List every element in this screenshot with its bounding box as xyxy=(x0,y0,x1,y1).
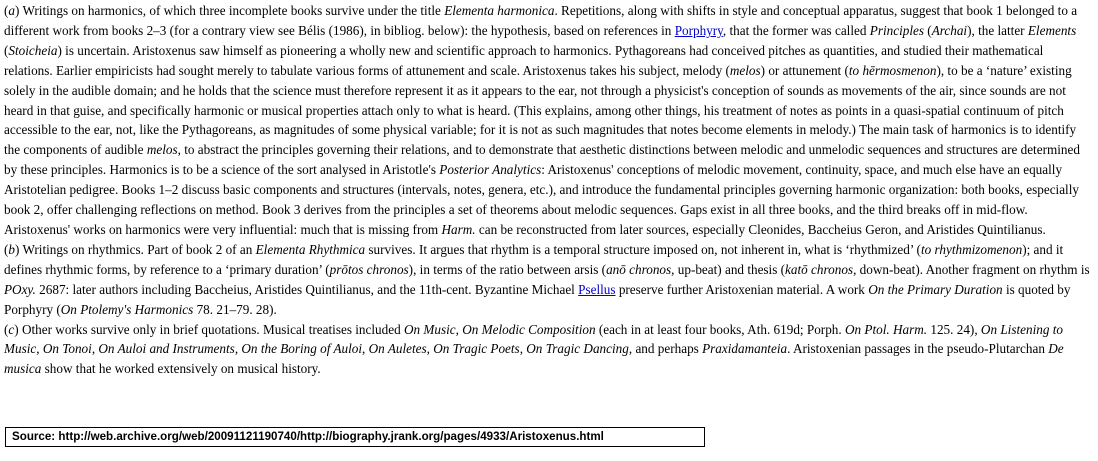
greek-term: prōtos chronos xyxy=(329,261,409,277)
work-title: On Ptol. Harm. xyxy=(845,321,928,337)
work-title: Elementa harmonica xyxy=(444,3,555,18)
work-title: On the Primary Duration xyxy=(868,281,1003,297)
work-title: On Listening to Music xyxy=(4,321,1063,357)
work-title: On the Boring of Auloi xyxy=(241,341,363,357)
work-title: Praxidamanteia xyxy=(702,341,788,357)
work-title: On Melodic Composition xyxy=(462,321,596,337)
abbreviation: Harm. xyxy=(441,221,476,237)
work-title: Elements xyxy=(1027,22,1077,38)
work-title: Principles xyxy=(869,22,924,38)
greek-term: katō chronos xyxy=(785,261,854,277)
paragraph-label: c xyxy=(8,321,15,337)
paragraph-c: (c) Other works survive only in brief quotations. Musical treatises included On Music, On Melodic Composition (each in at least four books, Ath. 619d; Porph. On Ptol. Harm. 125. 24), On Listening to Music, On Tonoi, On Auloi and Instruments, On the Boring of Auloi, On Auletes, On Tragic Poets, On Tragic Dancing, and perhaps Praxidamanteia. Aristoxenian passages in the pseudo-Plutarchan De musica show that he worked extensively on musical history. xyxy=(4,321,1064,377)
paragraph-a: (a) Writings on harmonics, of which three incomplete books survive under the title Elementa harmonica. Repetitions, along with shifts in style and conceptual apparatus, suggest that book 1 belonged to a different work from books 2–3 (for a contrary view see Bélis (1986), in bibliog. below): the hypothesis, based on references in Porphyry, that the former was called Principles (Archai), the latter Elements (Stoicheia) is uncertain. Aristoxenus saw himself as pioneering a wholly new and scientific approach to harmonics. Pythagoreans had conceived pitches as quantities, and studied their mathematical relations. Earlier empiricists had sought merely to tabulate various forms of attunement and scale. Aristoxenus takes his subject, melody (melos) or attunement (to hērmosmenon), to be a ‘nature’ existing solely in the audible domain; and he holds that the science must therefore represent it as it appears to the ear, not through a physicist's conception of sounds as movements of the air, since sounds are not heard in that guise, and specifically harmonic or musical properties attach only to what is heard. (This explains, among other things, his treatment of notes as points in a quasi-spatial continuum of pitch accessible to the ear, not, like the Pythagoreans, as magnitudes of some physical variable; for it is not as such magnitudes that notes become elements in melody.) The main task of harmonics is to identify the components of audible melos, to abstract the principles governing their relations, and to demonstrate that aesthetic distinctions between melodic and unmelodic sequences and structures are determined by these principles. Harmonics is to be a science of the sort analysed in Aristotle's Posterior Analytics: Aristoxenus' conceptions of melodic movement, continuity, space, and much else have an equally Aristotelian pedigree. Books 1–2 discuss basic components and structures (intervals, notes, genera, etc.), and introduce the fundamental principles governing harmonic organization: both books, especially book 2, offer challenging reflections on method. Book 3 derives from the principles a set of theorems about melodic sequences. Gaps exist in all three books, and the third breaks off in mid-flow. Aristoxenus' works on harmonics were very influential: much that is missing from Harm. can be reconstructed from later sources, especially Cleonides, Baccheius Geron, and Aristides Quintilianus. xyxy=(4,3,1080,237)
work-title: On Auletes xyxy=(368,341,427,357)
paragraph-label: b xyxy=(8,241,15,257)
greek-term: Stoicheia xyxy=(8,42,58,58)
work-title: On Tonoi xyxy=(42,341,92,357)
work-title: On Tragic Dancing xyxy=(526,341,629,357)
work-title: On Music xyxy=(403,321,456,337)
work-title: On Ptolemy's Harmonics xyxy=(60,301,194,317)
psellus-link[interactable]: Psellus xyxy=(578,281,616,297)
work-title: De musica xyxy=(4,341,1064,377)
greek-term: Archai xyxy=(931,22,968,38)
work-title: On Tragic Poets xyxy=(433,341,520,357)
greek-term: to hērmosmenon xyxy=(848,62,937,78)
work-title: Elementa Rhythmica xyxy=(255,241,366,257)
work-title: On Auloi and Instruments xyxy=(98,341,235,357)
source-citation: Source: http://web.archive.org/web/20091121190740/http://biography.jrank.org/pages/4933/Aristoxenus.html xyxy=(5,427,705,447)
paragraph-b: (b) Writings on rhythmics. Part of book 2 of an Elementa Rhythmica survives. It argues that rhythm is a temporal structure imposed on, not inherent in, what is ‘rhythmized’ (to rhythmizomenon); and it defines rhythmic forms, by reference to a ‘primary duration’ (prōtos chronos), in terms of the ratio between arsis (anō chronos, up-beat) and thesis (katō chronos, down-beat). Another fragment on rhythm is POxy. 2687: later authors including Baccheius, Aristides Quintilianus, and the 11th-cent. Byzantine Michael Psellus preserve further Aristoxenian material. A work On the Primary Duration is quoted by Porphyry (On Ptolemy's Harmonics 78. 21–79. 28). xyxy=(4,241,1090,317)
greek-term: melos xyxy=(729,62,761,78)
greek-term: to rhythmizomenon xyxy=(920,241,1023,257)
porphyry-link[interactable]: Porphyry xyxy=(674,22,723,38)
article-text xyxy=(4,1,1094,379)
greek-term: melos xyxy=(146,142,178,158)
abbreviation: POxy. xyxy=(4,281,36,297)
work-title: Posterior Analytics xyxy=(439,162,542,178)
paragraph-label: a xyxy=(8,3,15,18)
greek-term: anō chronos xyxy=(606,261,672,277)
